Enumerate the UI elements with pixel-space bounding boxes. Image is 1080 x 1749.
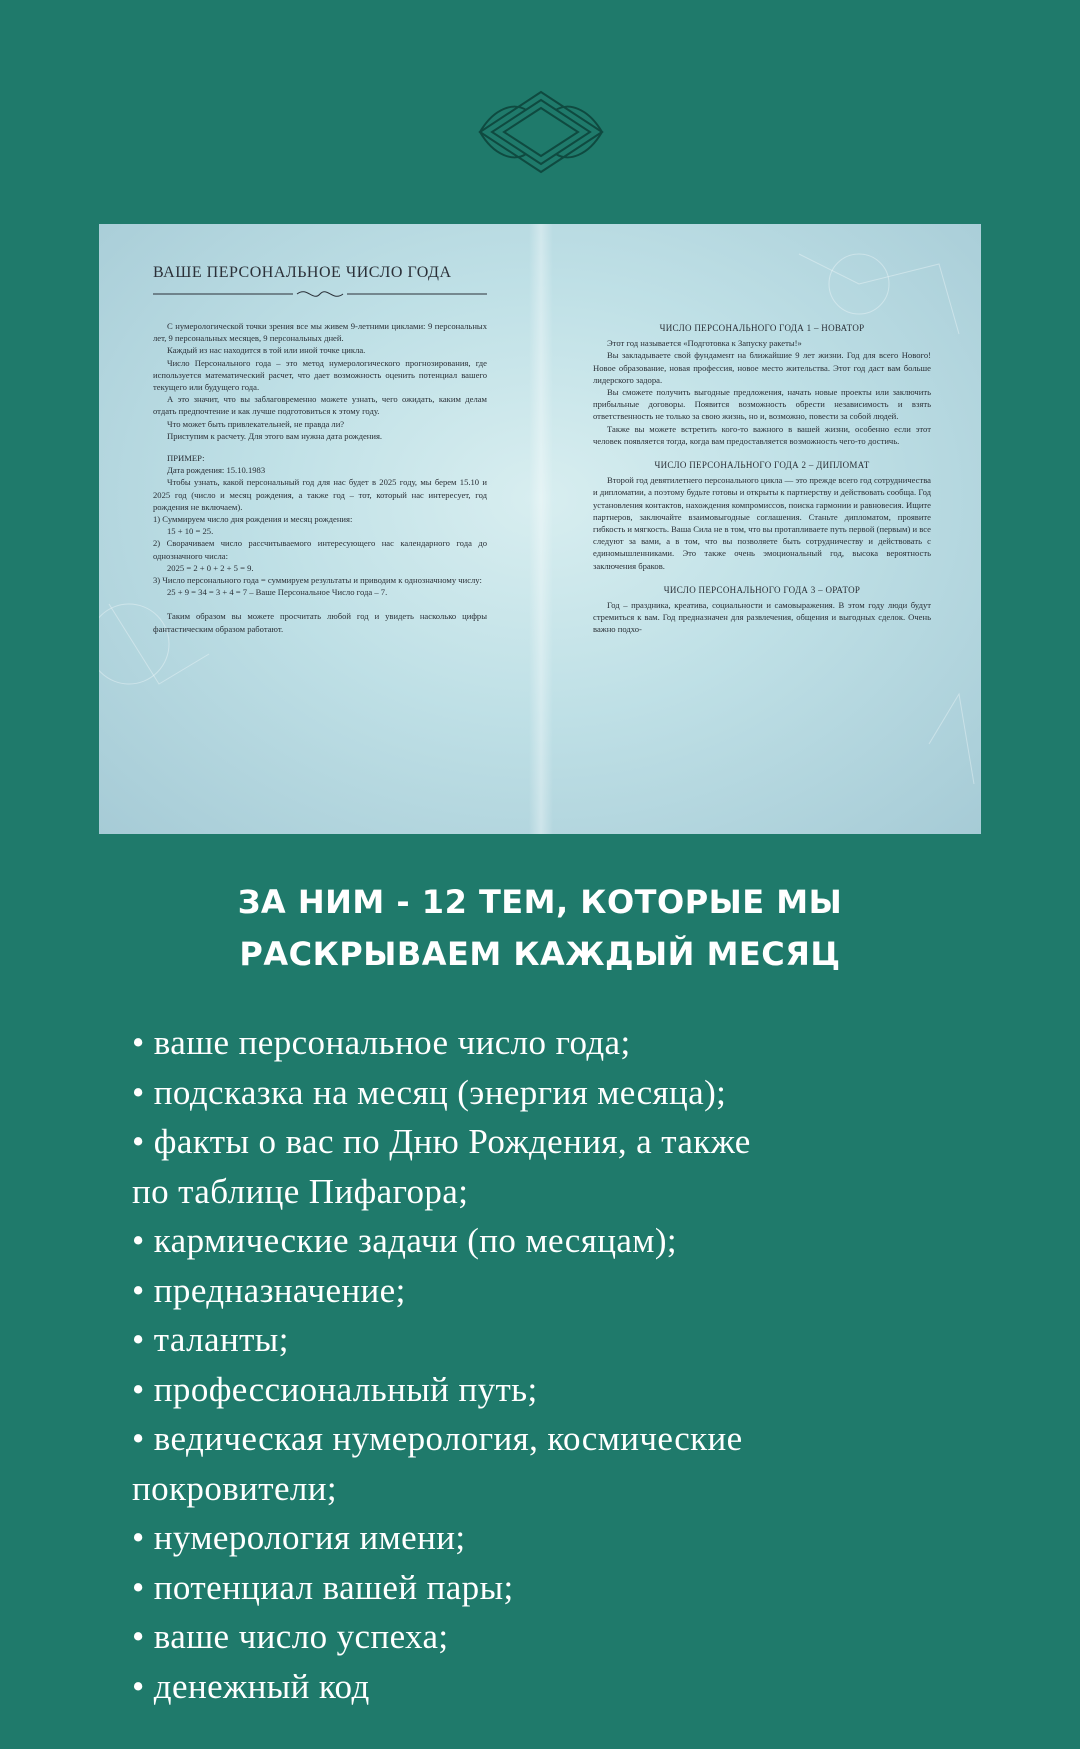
paragraph: Вы сможете получить выгодные предложения, начать новые проекты или заключить прибыльные договоры. Появится возможность обрести независимость и взять ответственность не только за свою жизнь, но и, возможно, повести за собой людей. [593, 387, 931, 422]
list-item: • таланты; [132, 1320, 289, 1359]
example-line: Чтобы узнать, какой персональный год для нас будет в 2025 году, мы берем 15.10 и 2025 год (число и месяц рождения, а также год – тот, который нас интересует, год рождения не включаем). [153, 477, 487, 512]
example-line: 2) Сворачиваем число рассчитываемого интересующего нас календарного года до однозначного числа: [153, 538, 487, 561]
list-item: • ваше число успеха; [132, 1617, 449, 1656]
list-item: покровители; [132, 1468, 338, 1508]
list-item: • ваше персональное число года; [132, 1023, 631, 1062]
list-item: по таблице Пифагора; [132, 1171, 469, 1211]
paragraph: Вы закладываете свой фундамент на ближайшие 9 лет жизни. Год для всего Нового! Новое образование, новая профессия, новое место жительства. Этот год даст вам больше лидерского задора. [593, 350, 931, 385]
example-line: 3) Число персонального года = суммируем результаты и приводим к однозначному числу: [153, 575, 482, 586]
paragraph: Что может быть привлекательней, не правда ли? [167, 418, 345, 429]
list-item: • нумерология имени; [132, 1518, 466, 1557]
example-line: 15 + 10 = 25. [167, 526, 214, 537]
topics-list [132, 1018, 1032, 1711]
example-line: Дата рождения: 15.10.1983 [167, 465, 266, 476]
diamond-ornament-icon [474, 88, 608, 176]
list-item: • кармические задачи (по месяцам); [132, 1221, 678, 1260]
section-heading: ЧИСЛО ПЕРСОНАЛЬНОГО ГОДА 1 – НОВАТОР [659, 323, 865, 333]
title-flourish-icon [153, 288, 487, 300]
example-line: 2025 = 2 + 0 + 2 + 5 = 9. [167, 562, 254, 573]
list-item: • подсказка на месяц (энергия месяца); [132, 1072, 727, 1112]
list-item: • предназначение; [132, 1270, 406, 1310]
section-heading: ЧИСЛО ПЕРСОНАЛЬНОГО ГОДА 3 – ОРАТОР [663, 584, 861, 595]
paragraph: А это значит, что вы заблаговременно можете узнать, чего ожидать, каким делам отдать предпочтение и как лучше подготовиться к этому году. [153, 394, 487, 417]
paragraph: Этот год называется «Подготовка к Запуску ракеты!» [607, 338, 802, 349]
paragraph: Год – праздника, креатива, социальности и самовыражения. В этом году люди будут стремиться к вам. Год предназначен для развлечения, общения и выгодных сделок. Очень важно подхо- [593, 600, 931, 635]
list-item: • факты о вас по Дню Рождения, а также [132, 1122, 751, 1161]
book-spread-image [99, 224, 981, 834]
list-item: • потенциал вашей пары; [132, 1567, 514, 1607]
list-item: • денежный код [132, 1666, 370, 1706]
headline-line: ЗА НИМ - 12 ТЕМ, КОТОРЫЕ МЫ [237, 883, 843, 921]
example-label: ПРИМЕР: [167, 453, 205, 464]
headline-line: РАСКРЫВАЕМ КАЖДЫЙ МЕСЯЦ [239, 935, 841, 973]
headline [0, 876, 1080, 980]
example-line: 25 + 9 = 34 = 3 + 4 = 7 – Ваше Персональное Число года – 7. [167, 587, 388, 598]
book-spine [529, 224, 553, 834]
paragraph: Второй год девятилетнего персонального цикла — это прежде всего год сотрудничества и дипломатии, а поэтому будьте готовы и открыты к партнерству и действовать сообща. Год установления контактов, нахождения компромиссов, поиска гармонии и равновесия. Ищите партнеров, заключайте взаимовыгодные соглашения. Станьте дипломатом, проявите гибкость и мягкость. Ваша Сила не в том, что вы протапливаете путь первой (первым) и все следуют за вами, а в том, что вы позволяете быть сотрудничеству и действовать с единомышленниками. Это также очень эмоциональный год, высока вероятность заключения браков. [593, 475, 931, 571]
paragraph: Приступим к расчету. Для этого вам нужна дата рождения. [167, 430, 383, 441]
section-heading: ЧИСЛО ПЕРСОНАЛЬНОГО ГОДА 2 – ДИПЛОМАТ [654, 460, 870, 471]
paragraph: Каждый из нас находится в той или иной точке цикла. [167, 345, 366, 356]
right-page-body [593, 322, 931, 636]
paragraph: С нумерологической точки зрения все мы живем 9-летними циклами: 9 персональных лет, 9 персональных месяцев, 9 персональных дней. [153, 321, 487, 344]
closing-paragraph: Таким образом вы можете просчитать любой год и увидеть насколько цифры фантастическим образом работают. [153, 611, 487, 634]
paragraph: Число Персонального года – это метод нумерологического прогнозирования, где используется математический расчет, что дает возможность оценить потенциал вашего текущего или будущего года. [153, 357, 487, 393]
book-page-title: ВАШЕ ПЕРСОНАЛЬНОЕ ЧИСЛО ГОДА [153, 264, 452, 281]
list-item: • ведическая нумерология, космические [132, 1419, 743, 1458]
example-line: 1) Суммируем число дня рождения и месяц рождения: [153, 514, 353, 525]
left-page-body [153, 320, 487, 635]
paragraph: Также вы можете встретить кого-то важного в вашей жизни, особенно если этот человек появляется тогда, когда вам предоставляется возможность чего-то достичь. [593, 423, 931, 446]
list-item: • профессиональный путь; [132, 1369, 538, 1409]
